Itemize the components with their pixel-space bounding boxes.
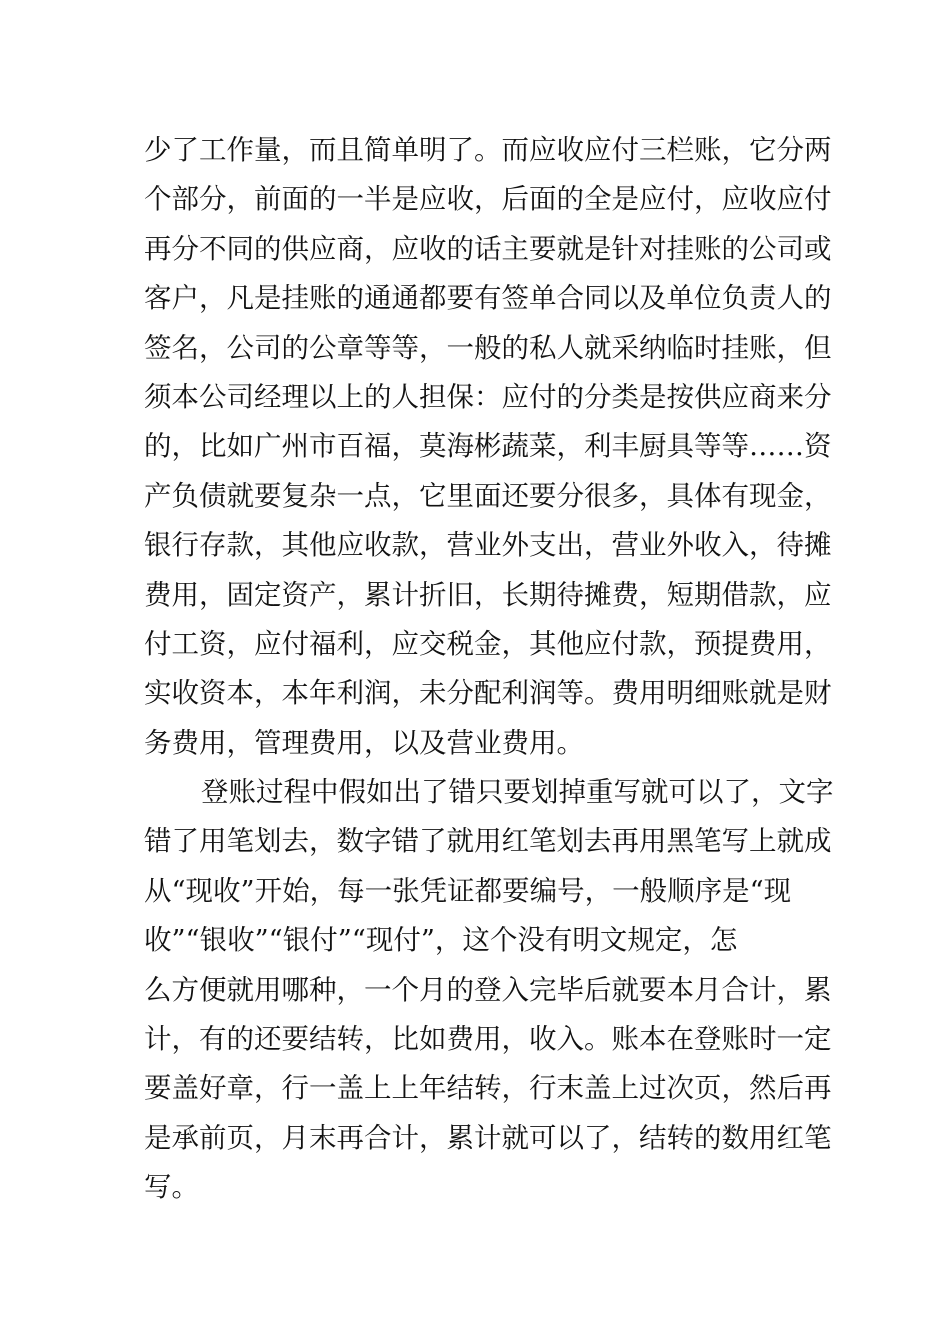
paragraph-line: 客户，凡是挂账的通通都要有签单合同以及单位负责人的 — [144, 282, 832, 315]
body-text — [144, 126, 834, 1213]
paragraph-line: 登账过程中假如出了错只要划掉重写就可以了，文字 — [201, 776, 834, 809]
paragraph-line: 个部分，前面的一半是应收，后面的全是应付，应收应付 — [144, 183, 832, 216]
paragraph-line: 错了用笔划去，数字错了就用红笔划去再用黑笔写上就成 — [144, 825, 832, 858]
paragraph-line: 费用，固定资产，累计折旧，长期待摊费，短期借款，应 — [144, 578, 832, 611]
paragraph-line: 是承前页，月末再合计，累计就可以了，结转的数用红笔 — [144, 1121, 832, 1154]
paragraph-2 — [144, 768, 834, 1213]
paragraph-line: 产负债就要复杂一点，它里面还要分很多，具体有现金， — [144, 479, 832, 512]
paragraph-line: 须本公司经理以上的人担保：应付的分类是按供应商来分 — [144, 380, 832, 413]
paragraph-line: 收”“银收”“银付”“现付”，这个没有明文规定，怎 — [144, 924, 738, 957]
paragraph-line: 么方便就用哪种，一个月的登入完毕后就要本月合计，累 — [144, 973, 832, 1006]
paragraph-1 — [144, 126, 832, 768]
paragraph-line: 要盖好章，行一盖上上年结转，行末盖上过次页，然后再 — [144, 1072, 832, 1105]
paragraph-line: 务费用，管理费用，以及营业费用。 — [144, 726, 584, 759]
paragraph-line: 付工资，应付福利，应交税金，其他应付款，预提费用， — [144, 627, 832, 660]
paragraph-line: 实收资本，本年利润，未分配利润等。费用明细账就是财 — [144, 677, 832, 710]
paragraph-line: 从“现收”开始，每一张凭证都要编号，一般顺序是“现 — [144, 874, 792, 907]
paragraph-line: 再分不同的供应商，应收的话主要就是针对挂账的公司或 — [144, 232, 832, 265]
paragraph-line: 计，有的还要结转，比如费用，收入。账本在登账时一定 — [144, 1023, 832, 1056]
paragraph-line: 的，比如广州市百福，莫海彬蔬菜，利丰厨具等等……资 — [144, 430, 832, 463]
paragraph-line: 签名，公司的公章等等，一般的私人就采纳临时挂账，但 — [144, 331, 832, 364]
paragraph-line: 少了工作量，而且简单明了。而应收应付三栏账，它分两 — [144, 134, 832, 166]
paragraph-line: 银行存款，其他应收款，营业外支出，营业外收入，待摊 — [144, 529, 832, 562]
paragraph-line: 写。 — [144, 1171, 199, 1204]
